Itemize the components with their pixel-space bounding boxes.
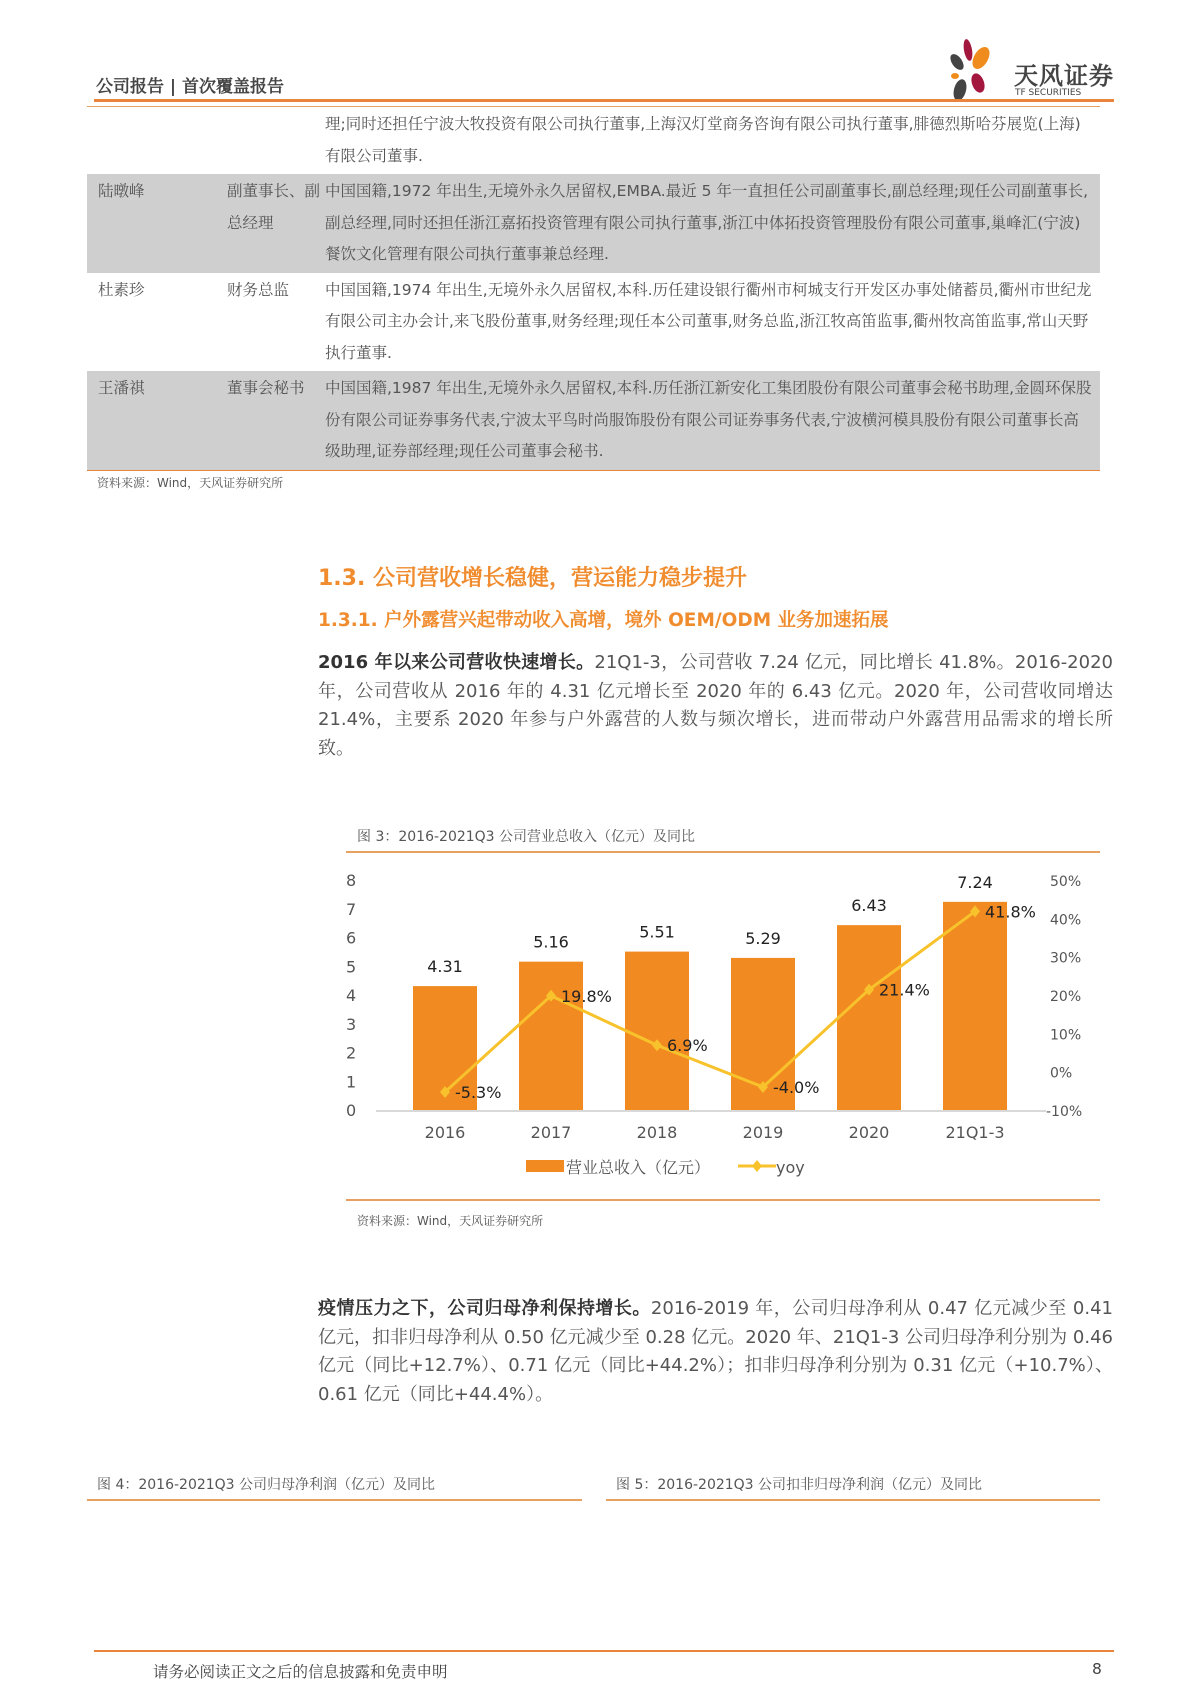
legend-revenue-label: 营业总收入（亿元） — [566, 1158, 711, 1177]
revenue-bar — [519, 962, 583, 1110]
person-title: 财务总监 — [227, 280, 290, 299]
figure-4-caption: 图 4：2016-2021Q3 公司归母净利润（亿元）及同比 — [97, 1477, 436, 1493]
person-name: 陆暾峰 — [98, 182, 145, 200]
yoy-data-label: 21.4% — [879, 980, 930, 1000]
yoy-data-label: 6.9% — [667, 1036, 708, 1056]
y-left-tick-label: 5 — [346, 957, 357, 977]
y-left-tick-label: 7 — [346, 899, 357, 919]
yoy-data-label: 19.8% — [561, 986, 612, 1006]
page-number: 8 — [1092, 1660, 1102, 1678]
person-name: 王潘祺 — [98, 379, 145, 397]
y-right-tick-label: 20% — [1050, 989, 1082, 1005]
x-tick-label: 2019 — [742, 1123, 784, 1142]
footer-divider — [94, 1650, 1114, 1652]
table-row — [87, 273, 1100, 372]
figure-3-divider — [346, 851, 1100, 853]
paragraph-lead: 2016 年以来公司营收快速增长。 — [318, 652, 595, 673]
report-type-header: 公司报告 | 首次覆盖报告 — [96, 77, 285, 97]
bar-data-label: 5.51 — [639, 922, 675, 942]
paragraph-body: 2016-2019 年，公司归母净利从 0.47 亿元减少至 0.41 亿元，扣非归母净利从 0.50 亿元减少至 0.28 亿元。2020 年、21Q1-3 公司归母净利分别为 0.46 亿元（同比+12.7%）、0.71 亿元（同比+44.2%）；扣非归母净利分别为 0.31 亿元（+10.7%）、0.61 亿元（同比+44.4%）。 — [318, 1298, 1113, 1405]
person-description: 中国国籍,1987 年出生,无境外永久居留权,本科.历任浙江新安化工集团股份有限公司董事会秘书助理,金圆环保股份有限公司证券事务代表,宁波太平鸟时尚服饰股份有限公司证券事务代表,宁波横河模具股份有限公司董事长高级助理,证券部经理;现任公司董事会秘书. — [325, 379, 1092, 460]
y-right-tick-label: 0% — [1050, 1065, 1073, 1082]
subsection-heading: 1.3.1. 户外露营兴起带动收入高增，境外 OEM/ODM 业务加速拓展 — [318, 610, 889, 631]
paragraph-body: 21Q1-3，公司营收 7.24 亿元，同比增长 41.8%。2016-2020 年，公司营收从 2016 年的 4.31 亿元增长至 2020 年的 6.43 亿元。2020 年，公司营收同增达 21.4%，主要系 2020 年参与户外露营的人数与频次增长，进而带动户外露营用品需求的增长所致。 — [318, 652, 1113, 759]
person-description: 理;同时还担任宁波大牧投资有限公司执行董事,上海汉灯堂商务咨询有限公司执行董事,腓德烈斯哈芬展览(上海)有限公司董事. — [325, 115, 1081, 165]
yoy-data-label: -5.3% — [455, 1082, 502, 1102]
table-row — [87, 107, 1100, 174]
legend-revenue-swatch — [526, 1160, 564, 1172]
header-divider — [94, 99, 1114, 102]
person-title: 副董事长、副总经理 — [227, 182, 321, 232]
figure-4-divider — [87, 1499, 582, 1501]
y-right-tick-label: 30% — [1050, 950, 1082, 967]
legend-yoy-label: yoy — [776, 1158, 805, 1177]
figure-5-caption: 图 5：2016-2021Q3 公司扣非归母净利润（亿元）及同比 — [616, 1477, 983, 1493]
footer-disclaimer: 请务必阅读正文之后的信息披露和免责申明 — [153, 1663, 448, 1681]
figure-3-caption: 图 3：2016-2021Q3 公司营业总收入（亿元）及同比 — [357, 829, 696, 845]
person-description: 中国国籍,1974 年出生,无境外永久居留权,本科.历任建设银行衢州市柯城支行开发区办事处储蓄员,衢州市世纪龙有限公司主办会计,来飞股份董事,财务经理;现任本公司董事,财务总监,浙江牧高笛监事,衢州牧高笛监事,常山天野执行董事. — [325, 280, 1092, 362]
y-left-tick-label: 0 — [346, 1101, 357, 1120]
y-left-tick-label: 3 — [346, 1014, 357, 1034]
bar-data-label: 4.31 — [427, 957, 463, 977]
figure-3-bottom-divider — [346, 1199, 1100, 1201]
figure-3-source: 资料来源：Wind，天风证券研究所 — [357, 1214, 544, 1228]
bar-data-label: 7.24 — [957, 872, 993, 892]
y-left-tick-label: 1 — [346, 1072, 357, 1092]
x-tick-label: 2020 — [848, 1123, 890, 1142]
x-tick-label: 21Q1-3 — [945, 1123, 1005, 1142]
person-description: 中国国籍,1972 年出生,无境外永久居留权,EMBA.最近 5 年一直担任公司副董事长,副总经理;现任公司副董事长,副总经理,同时还担任浙江嘉拓投资管理有限公司执行董事,浙江中体拓投资管理股份有限公司董事,巢峰汇(宁波)餐饮文化管理有限公司执行董事兼总经理. — [325, 182, 1089, 263]
y-left-tick-label: 2 — [346, 1043, 357, 1063]
y-left-tick-label: 4 — [346, 986, 357, 1005]
management-table — [87, 106, 1100, 471]
bar-data-label: 5.16 — [533, 932, 569, 952]
y-right-tick-label: 50% — [1050, 874, 1082, 890]
yoy-data-label: -4.0% — [773, 1078, 820, 1097]
y-right-tick-label: 10% — [1050, 1027, 1082, 1044]
x-tick-label: 2016 — [424, 1123, 466, 1142]
paragraph-lead: 疫情压力之下，公司归母净利保持增长。 — [318, 1298, 651, 1319]
person-title — [217, 109, 325, 172]
person-name: 杜素珍 — [98, 280, 145, 299]
y-right-tick-label: -10% — [1046, 1104, 1083, 1120]
legend-yoy-marker-icon — [752, 1160, 762, 1172]
bar-data-label: 6.43 — [851, 896, 887, 916]
y-left-tick-label: 8 — [346, 871, 357, 890]
person-title: 董事会秘书 — [227, 379, 305, 397]
paragraph-revenue — [318, 649, 1113, 763]
x-tick-label: 2017 — [530, 1123, 572, 1142]
paragraph-net-profit — [318, 1295, 1113, 1409]
logo-subtitle: TF SECURITIES — [1015, 88, 1082, 98]
yoy-data-label: 41.8% — [985, 902, 1036, 922]
bar-data-label: 5.29 — [745, 928, 781, 948]
person-name — [87, 109, 217, 172]
revenue-bar — [943, 902, 1007, 1110]
revenue-bar — [837, 925, 901, 1110]
y-left-tick-label: 6 — [346, 928, 357, 948]
revenue-chart — [346, 860, 1106, 1190]
revenue-bar — [625, 952, 689, 1110]
figure-5-divider — [606, 1499, 1100, 1501]
table-source: 资料来源：Wind，天风证券研究所 — [97, 476, 284, 490]
y-right-tick-label: 40% — [1050, 912, 1082, 929]
table-row — [87, 174, 1100, 273]
section-heading: 1.3. 公司营收增长稳健，营运能力稳步提升 — [318, 566, 747, 591]
logo-name: 天风证券 — [1014, 62, 1114, 90]
table-row — [87, 371, 1100, 470]
x-tick-label: 2018 — [636, 1123, 678, 1142]
